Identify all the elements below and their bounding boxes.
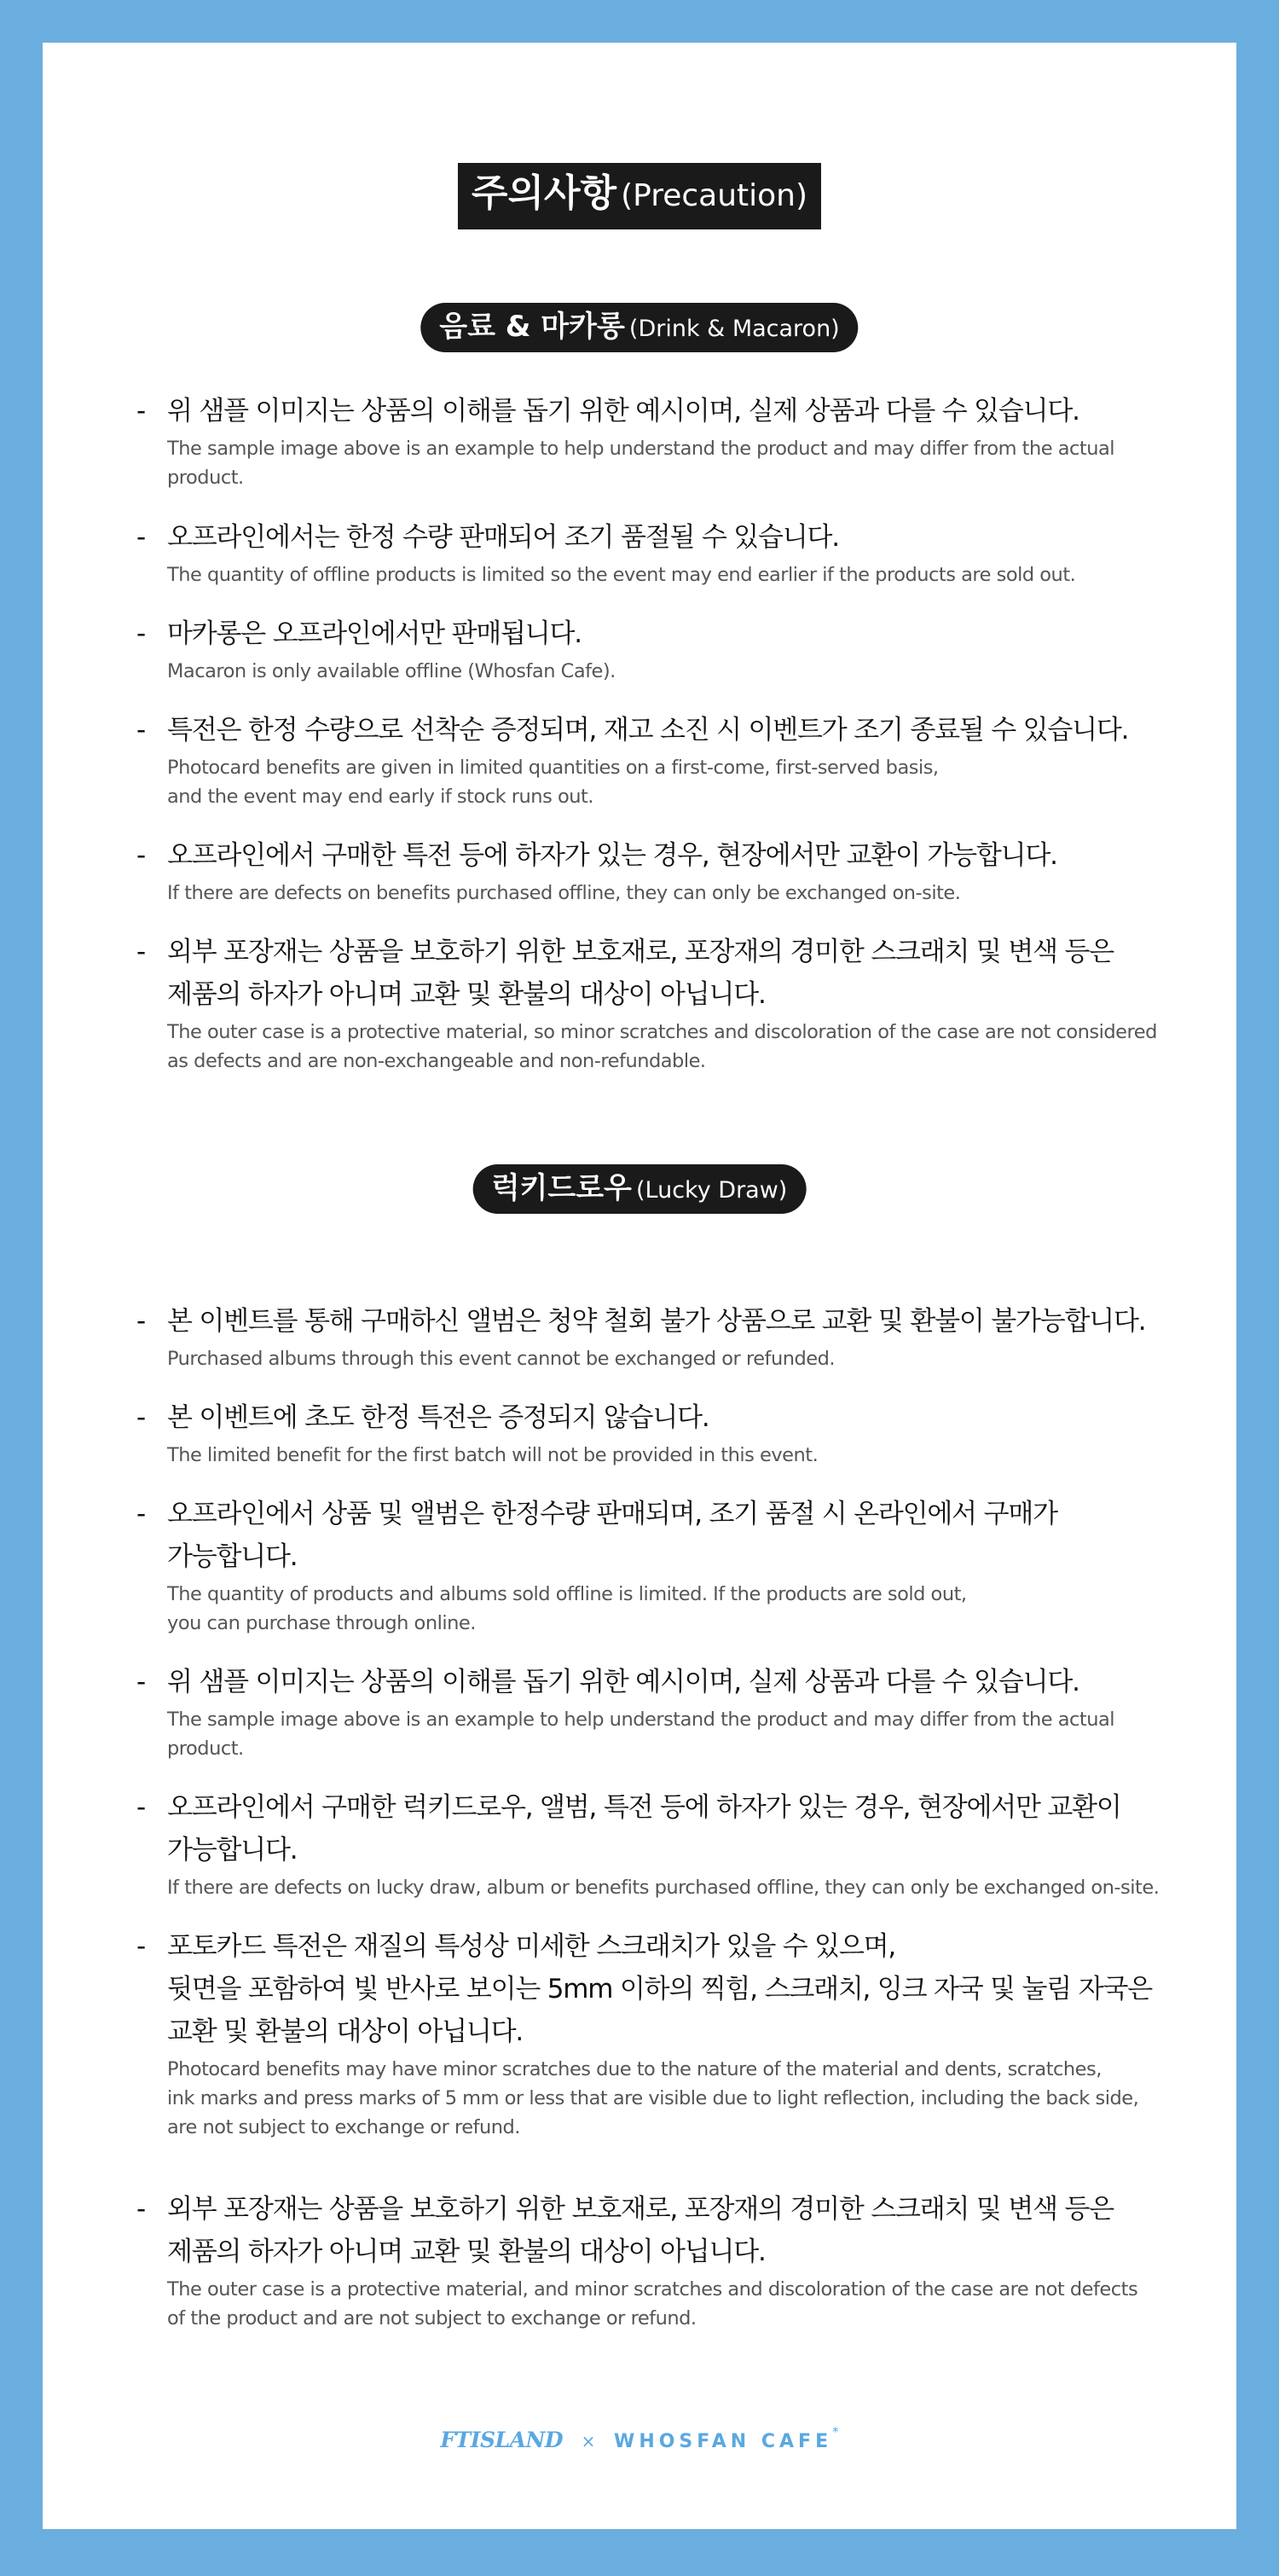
ftisland-logo: FTISLAND xyxy=(440,2428,563,2452)
item-text-en: Purchased albums through this event cannot be exchanged or refunded. xyxy=(167,1348,836,1370)
collab-separator: × xyxy=(581,2431,596,2451)
bullet-dash: - xyxy=(136,2194,147,2225)
list-item xyxy=(136,931,1194,1076)
page-title-en: (Precaution) xyxy=(621,178,808,213)
item-text-en: If there are defects on benefits purchased offline, they can only be exchanged on-site. xyxy=(167,882,961,904)
notice-card xyxy=(43,43,1236,2529)
item-text-en: The sample image above is an example to help understand the product and may differ from the actual product. xyxy=(167,1709,1115,1760)
bullet-dash: - xyxy=(136,1792,147,1823)
section-heading-lucky-draw xyxy=(473,1164,807,1214)
item-text-ko: 특전은 한정 수량으로 선착순 증정되며, 재고 소진 시 이벤트가 조기 종료될 수 있습니다. xyxy=(167,715,1129,746)
item-text-ko: 오프라인에서는 한정 수량 판매되어 조기 품절될 수 있습니다. xyxy=(167,522,839,553)
item-text-ko: 포토카드 특전은 재질의 특성상 미세한 스크래치가 있을 수 있으며, 뒷면을 포함하여 빛 반사로 보이는 5mm 이하의 찍힘, 스크래치, 잉크 자국 및 눌림 자국은 교환 및 환불의 대상이 아닙니다. xyxy=(167,1931,1152,2047)
bullet-dash: - xyxy=(136,1499,147,1529)
list-item xyxy=(136,1493,1194,1638)
whosfan-cafe-logo: WHOSFAN CAFE xyxy=(614,2431,833,2452)
item-text-en: The limited benefit for the first batch will not be provided in this event. xyxy=(167,1444,819,1466)
list-item xyxy=(136,1925,1194,2142)
page-title-ko: 주의사항 xyxy=(471,171,616,215)
item-text-ko: 오프라인에서 구매한 럭키드로우, 앨범, 특전 등에 하자가 있는 경우, 현장에서만 교환이 가능합니다. xyxy=(167,1792,1121,1865)
list-item xyxy=(136,1396,1194,1470)
list-item xyxy=(136,1786,1194,1902)
page-title xyxy=(458,163,821,229)
item-text-en: Macaron is only available offline (Whosfan Cafe). xyxy=(167,660,616,682)
bullet-dash: - xyxy=(136,840,147,871)
item-text-ko: 오프라인에서 구매한 특전 등에 하자가 있는 경우, 현장에서만 교환이 가능합니다. xyxy=(167,840,1057,871)
item-text-ko: 위 샘플 이미지는 상품의 이해를 돕기 위한 예시이며, 실제 상품과 다를 수 있습니다. xyxy=(167,1667,1079,1697)
section-heading-en: (Drink & Macaron) xyxy=(628,316,840,342)
item-text-ko: 마카롱은 오프라인에서만 판매됩니다. xyxy=(167,618,582,649)
list-item xyxy=(136,709,1194,811)
list-item xyxy=(136,1300,1194,1373)
list-item xyxy=(136,390,1194,492)
list-item xyxy=(136,1661,1194,1763)
item-text-en: If there are defects on lucky draw, album or benefits purchased offline, they can only be exchanged on-site. xyxy=(167,1877,1160,1899)
bullet-dash: - xyxy=(136,1402,147,1433)
bullet-dash: - xyxy=(136,715,147,746)
bullet-dash: - xyxy=(136,618,147,649)
bullet-dash: - xyxy=(136,1931,147,1962)
item-text-en: The outer case is a protective material, and minor scratches and discoloration of the case are not defects of the product and are not subject to exchange or refund. xyxy=(167,2278,1138,2329)
section-heading-ko: 음료 & 마카롱 xyxy=(439,310,625,344)
item-text-en: Photocard benefits are given in limited quantities on a first-come, first-served basis, and the event may end early if stock runs out. xyxy=(167,757,939,808)
item-text-ko: 외부 포장재는 상품을 보호하기 위한 보호재로, 포장재의 경미한 스크래치 및 변색 등은 제품의 하자가 아니며 교환 및 환불의 대상이 아닙니다. xyxy=(167,937,1114,1010)
bullet-dash: - xyxy=(136,522,147,553)
item-text-ko: 위 샘플 이미지는 상품의 이해를 돕기 위한 예시이며, 실제 상품과 다를 수 있습니다. xyxy=(167,396,1079,426)
footer-brand-logos xyxy=(43,2426,1236,2451)
list-item xyxy=(136,516,1194,589)
item-text-ko: 오프라인에서 상품 및 앨범은 한정수량 판매되며, 조기 품절 시 온라인에서 구매가 가능합니다. xyxy=(167,1499,1057,1572)
item-text-en: The sample image above is an example to help understand the product and may differ from the actual product. xyxy=(167,438,1115,489)
item-text-en: Photocard benefits may have minor scratches due to the nature of the material and dents, scratches, ink marks and press marks of 5 mm or less that are visible due to light reflection, including the back side, are not subject to exchange or refund. xyxy=(167,2058,1139,2138)
star-icon: * xyxy=(832,2424,839,2440)
section-heading-en: (Lucky Draw) xyxy=(635,1177,788,1204)
section-heading-ko: 럭키드로우 xyxy=(491,1171,632,1205)
bullet-dash: - xyxy=(136,396,147,426)
item-text-ko: 본 이벤트에 초도 한정 특전은 증정되지 않습니다. xyxy=(167,1402,709,1433)
item-text-ko: 외부 포장재는 상품을 보호하기 위한 보호재로, 포장재의 경미한 스크래치 및 변색 등은 제품의 하자가 아니며 교환 및 환불의 대상이 아닙니다. xyxy=(167,2194,1114,2267)
item-text-en: The quantity of products and albums sold offline is limited. If the products are sold out, you can purchase through online. xyxy=(167,1583,967,1634)
item-text-ko: 본 이벤트를 통해 구매하신 앨범은 청약 철회 불가 상품으로 교환 및 환불이 불가능합니다. xyxy=(167,1306,1146,1337)
bullet-dash: - xyxy=(136,1306,147,1337)
section-heading-drink-macaron xyxy=(420,303,858,352)
bullet-dash: - xyxy=(136,1667,147,1697)
list-item xyxy=(136,834,1194,908)
list-item xyxy=(136,612,1194,686)
bullet-dash: - xyxy=(136,937,147,967)
item-text-en: The outer case is a protective material, so minor scratches and discoloration of the case are not considered as defects and are non-exchangeable and non-refundable. xyxy=(167,1021,1157,1072)
list-item xyxy=(136,2188,1194,2333)
item-text-en: The quantity of offline products is limited so the event may end earlier if the products are sold out. xyxy=(167,564,1076,586)
